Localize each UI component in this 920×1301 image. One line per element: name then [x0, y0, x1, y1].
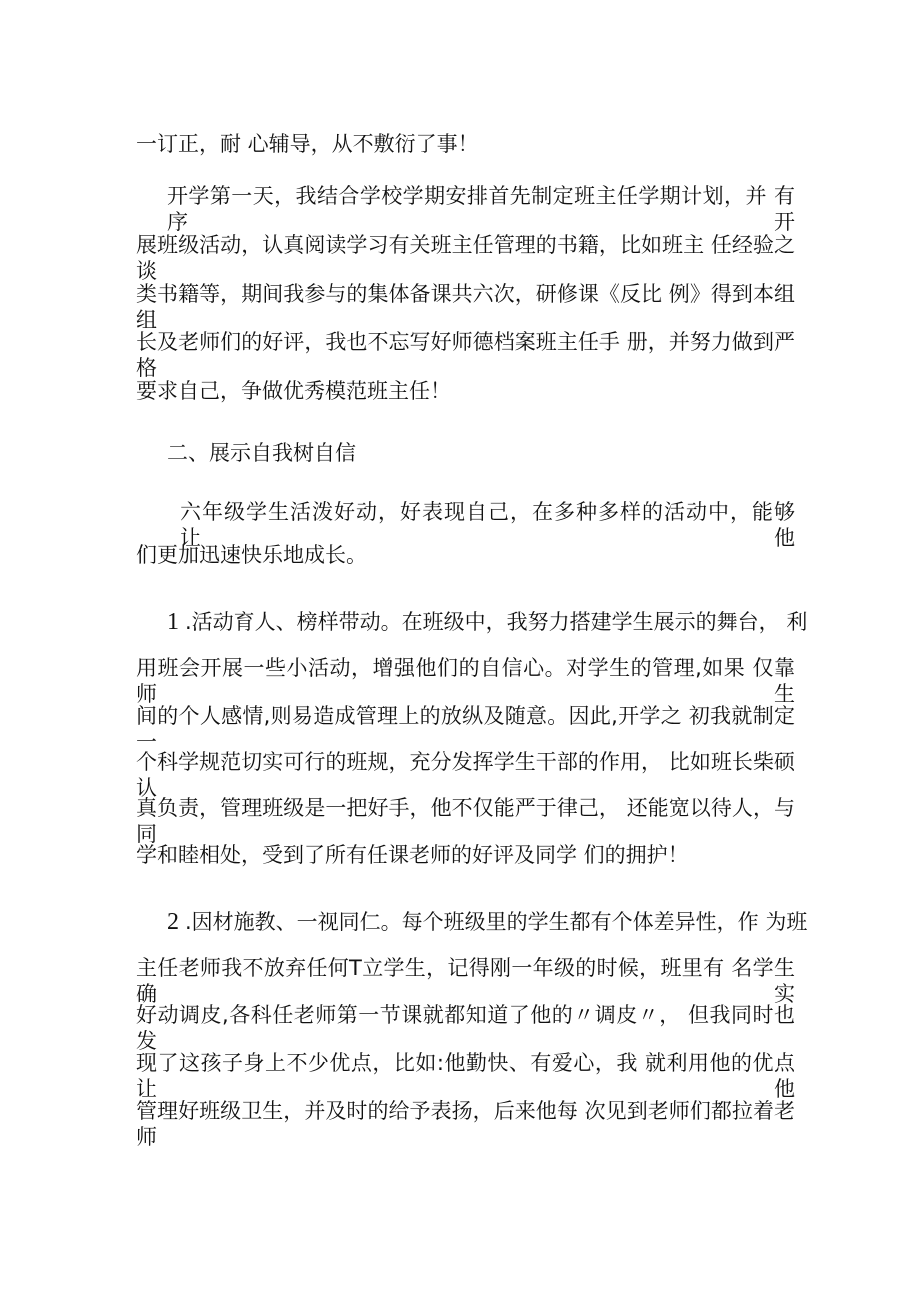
item-number: 1 — [167, 609, 179, 635]
numbered-item-2 — [167, 909, 808, 935]
paragraph-line: 六年级学生活泼好动，好表现自己，在多种多样的活动中，能够 让他 — [180, 500, 795, 550]
paragraph-line: 主任老师我不放弃任何T立学生，记得刚一年级的时候，班里有 名学生确实 — [136, 956, 795, 1006]
paragraph-line: 现了这孩子身上不少优点，比如:他勤快、有爱心，我 就利用他的优点让他 — [136, 1051, 795, 1101]
paragraph-line: 真负责，管理班级是一把好手，他不仅能严于律己， 还能宽以待人，与同 — [136, 796, 795, 846]
paragraph-line: 好动调皮,各科任老师第一节课就都知道了他的〃调皮〃， 但我同时也发 — [136, 1003, 795, 1053]
paragraph-line: 个科学规范切实可行的班规，充分发挥学生干部的作用， 比如班长柴硕认 — [136, 750, 795, 800]
section-heading: 二、展示自我树自信 — [167, 441, 356, 465]
paragraph-line: 长及老师们的好评，我也不忘写好师德档案班主任手 册，并努力做到严格 — [136, 330, 795, 380]
paragraph-line: 类书籍等，期间我参与的集体备课共六次，研修课《反比 例》得到本组组 — [136, 282, 795, 332]
paragraph-line: 要求自己，争做优秀模范班主任！ — [136, 379, 451, 403]
paragraph-line: 一订正，耐 心辅导，从不敷衍了事！ — [136, 132, 479, 156]
paragraph-line: .因材施教、一视同仁。每个班级里的学生都有个体差异性，作 为班 — [185, 910, 808, 934]
paragraph-line: 用班会开展一些小活动，增强他们的自信心。对学生的管理,如果 仅靠师生 — [136, 656, 795, 706]
paragraph-line: 开学第一天，我结合学校学期安排首先制定班主任学期计划，并 有序开 — [167, 184, 795, 234]
paragraph-line: 管理好班级卫生，并及时的给予表扬，后来他每 次见到老师们都拉着老师 — [136, 1099, 795, 1149]
paragraph-line: 们更加迅速快乐地成长。 — [136, 543, 367, 567]
paragraph-line: 展班级活动，认真阅读学习有关班主任管理的书籍，比如班主 任经验之谈 — [136, 233, 795, 283]
numbered-item-1 — [167, 609, 808, 635]
item-number: 2 — [167, 909, 179, 935]
paragraph-line: .活动育人、榜样带动。在班级中，我努力搭建学生展示的舞台， 利 — [185, 610, 808, 634]
paragraph-line: 间的个人感情,则易造成管理上的放纵及随意。因此,开学之 初我就制定一 — [136, 704, 795, 754]
paragraph-line: 学和睦相处，受到了所有任课老师的好评及同学 们的拥护！ — [136, 843, 689, 867]
